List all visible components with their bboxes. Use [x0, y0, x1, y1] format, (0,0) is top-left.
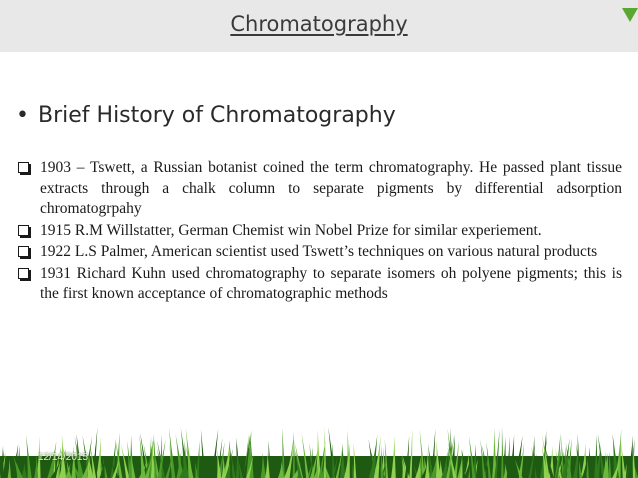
- list-item: [16, 242, 622, 263]
- list-item: [16, 264, 622, 305]
- list-item: [16, 158, 622, 220]
- subheading: [16, 103, 616, 128]
- square-checkbox-icon: [18, 225, 29, 236]
- list-item-text: 1922 L.S Palmer, American scientist used Tswett’s techniques on various natural products: [40, 243, 598, 260]
- subheading-text: Brief History of Chromatography: [38, 103, 396, 128]
- list-item-text: 1915 R.M Willstatter, German Chemist win Nobel Prize for similar experiement.: [40, 221, 542, 239]
- grass-border-decoration: [0, 426, 638, 478]
- triangle-accent-icon: [622, 8, 638, 22]
- list-item: [16, 221, 622, 242]
- slide-title: Chromatography: [230, 12, 408, 36]
- square-checkbox-icon: [18, 246, 29, 257]
- bullet-icon: •: [16, 103, 29, 128]
- list-item-text: 1931 Richard Kuhn used chromatography to separate isomers oh polyene pigments; this is the first known acceptance of chromatographic methods: [40, 264, 622, 302]
- slide-date: 12/14/2015: [38, 452, 89, 463]
- square-checkbox-icon: [18, 162, 29, 173]
- list-item-text: 1903 – Tswett, a Russian botanist coined the term chromatography. He passed plant tissue extracts through a chalk column to separate pigments by differential adsorption chromatogrpahy: [40, 159, 622, 217]
- square-checkbox-icon: [18, 268, 29, 279]
- history-list: [16, 158, 622, 306]
